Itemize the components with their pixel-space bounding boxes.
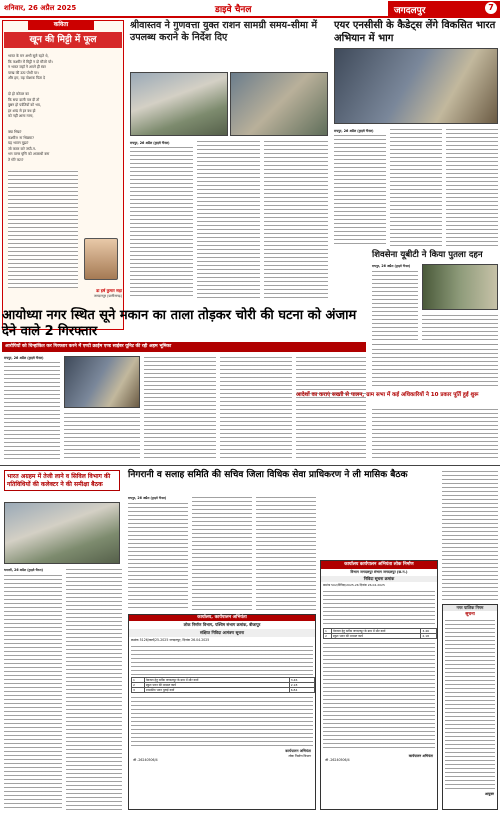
top-story-headline: श्रीवास्तव ने गुणवत्ता युक्त राशन सामग्री समय-सीमा में उपलब्ध कराने के निर्देश दिए — [130, 20, 318, 43]
nigrani-story-col-2 — [192, 496, 252, 610]
header-city: जगदलपुर — [394, 6, 426, 16]
shiv-story-byline: रायपुर, 26 अप्रैल (ट्राइवे चैनल) — [372, 264, 411, 268]
campaign-story-col-1 — [4, 574, 62, 810]
shiv-story-headline: शिवसेना यूबीटी ने किया पुतला दहन — [372, 250, 483, 260]
poem-stanza-2: दो हो कोपल का कि सपा दाली पार दी तो वुष्ठन हो पर्वतियों को भय, हर शब्द से हर वध हो को नहीं आना गाना, — [8, 92, 41, 118]
top-story-col-1 — [130, 146, 193, 298]
main-story-subhead: आरोपियों को चिन्हांकित कर गिरफ्तार करने में एण्टी क्राईम एण्ड साईबर यूनिट की रही अहम भूमिका — [2, 342, 366, 352]
main-story-headline: आयोध्या नगर स्थित सूने मकान का ताला तोड़कर चोरी की घटना को अंजाम देने वाले 2 गिरफ्तार — [2, 308, 357, 339]
left-notice-signature: कार्यपालन अभियंता — [285, 749, 311, 753]
right-notice-sub: विभाग जगदलपुर संभाग जगदलपुर (छ.ग.) — [350, 570, 408, 574]
page-number: 7 — [485, 2, 497, 14]
main-story-col-5 — [296, 356, 366, 461]
far-right-column-text — [442, 470, 498, 600]
campaign-story-col-2 — [66, 568, 122, 810]
shiv-story-col-1 — [372, 270, 418, 340]
nigrani-story-col-3 — [256, 496, 316, 610]
section-separator — [0, 465, 500, 466]
top-story-photo-2 — [230, 72, 328, 136]
poem-tag: कविता — [28, 20, 94, 30]
left-notice-sub: लोक निर्माण विभाग, पश्चिम संभाग क्रमांक, बीजापुर — [183, 622, 261, 627]
right-notice-title: निविदा सूचना क्रमांक — [321, 576, 437, 582]
bottom-right-notice — [442, 604, 498, 810]
main-story-col-1 — [4, 361, 60, 461]
main-story-col-3 — [144, 356, 216, 461]
header-city-band — [388, 1, 500, 17]
divider — [372, 344, 498, 345]
nigrani-story-byline: रायपुर, 26 अप्रैल (ट्राइवे चैनल) — [128, 496, 167, 500]
left-notice-table — [131, 677, 315, 693]
main-story-photo — [64, 356, 140, 408]
officers-story-top-text — [372, 348, 498, 388]
right-story-headline: एयर एनसीसी के कैडेट्स लेंगे विकसित भारत अभियान में भाग — [334, 20, 496, 44]
right-notice-no: क्रमांक 502/निविदा/2025-26 दिनांक 26.04.2025 — [323, 583, 385, 587]
right-notice-table — [323, 628, 437, 639]
poem-stanza-1: भारत के मन अभी सुरो रहते थे, कि कश्मीर में मिट्टी न दो मौजो परे। न भारत जहाँ ने अपने ही स्वर परख की उठा पोथी पर। और हम, यह पोशाक पिता दे — [8, 54, 53, 80]
right-tender-notice — [320, 560, 438, 810]
campaign-story-byline: धमतरी, 26 अप्रैल (ट्राइवे चैनल) — [4, 568, 43, 572]
table-row: 1 पेयजल हेतु ब्लॉक जगदलपुर के ग्राम में सौर कार्य 3.46 — [132, 678, 315, 683]
right-story-col-2 — [390, 128, 442, 246]
left-notice-signature-sub: लोक निर्माण विभाग — [288, 754, 311, 758]
left-notice-phone: जी -26240506/4 — [133, 758, 158, 762]
table-row: 1 पेयजल हेतु ब्लॉक जगदलपुर के ग्राम में सौर कार्य 3.46 — [324, 629, 437, 634]
left-notice-text — [131, 645, 313, 675]
shiv-story-photo — [422, 264, 498, 310]
table-row: 3 शासकीय भवन पुताई कार्य 6.84 — [132, 688, 315, 693]
right-notice-phone: जी -26240506/4 — [325, 758, 350, 762]
header-paper-name: डाइवे चैनल — [215, 5, 252, 15]
left-notice-conditions — [131, 696, 313, 746]
main-story-byline: रायपुर, 26 अप्रैल (ट्राइवे चैनल) — [4, 356, 44, 360]
right-notice-signature: कार्यपालन अभियंता — [408, 754, 433, 758]
left-notice-no: क्रमांक 5126/कार्य/25-2025 जगदलपुर, दिनांक 26.04.2025 — [131, 638, 210, 642]
campaign-story-headline: भारत अग्रहम में तेजी लाने व सिविल विभाग की गतिविधियों की कलेक्टर ने की समीक्षा बैठक — [4, 470, 120, 491]
poem-author: डा हर्ष कुमार सहा — [96, 288, 122, 293]
right-notice-conditions — [323, 642, 435, 750]
right-story-byline: रायपुर, 26 अप्रैल (ट्राइवे चैनल) — [334, 129, 374, 133]
left-notice-title: संक्षिप्त निविदा आमंत्रण सूचना — [129, 629, 315, 637]
top-story-col-2 — [197, 140, 260, 298]
bottom-right-notice-sign: आयुक्त — [484, 792, 494, 796]
bottom-right-notice-text — [445, 619, 495, 789]
shiv-story-col-2 — [422, 314, 498, 340]
poem-more-lines — [8, 170, 78, 288]
table-row: 2 स्कूल भवन की मरम्मत कार्य 2.18 — [132, 683, 315, 688]
author-photo — [84, 238, 118, 280]
right-story-col-1 — [334, 134, 386, 246]
left-tender-notice — [128, 614, 316, 810]
right-story-photo — [334, 48, 498, 124]
right-notice-dept: कार्यालय कार्यपालन अभियंता लोक निर्माण — [321, 561, 437, 569]
table-row: 2 स्कूल भवन की मरम्मत कार्य 2.18 — [324, 634, 437, 639]
left-notice-dept: कार्यालय, कार्यपालन अभियंता — [129, 615, 315, 621]
poem-title: खून की मिट्टी में फूल — [4, 32, 122, 48]
nigrani-story-headline: निगरानी व सलाह समिति की सचिव जिला विधिक सेवा प्राधिकरण ने ली मासिक बैठक — [128, 470, 408, 480]
right-notice-text — [323, 590, 435, 626]
bottom-right-notice-title: सूचना — [465, 612, 475, 617]
officers-story-body — [372, 408, 498, 461]
nigrani-story-col-1 — [128, 502, 188, 610]
top-story-col-3 — [264, 140, 328, 298]
poem-stanza-3: क्या भिन्न? कश्मीर! ना भिन्नमा? यह भावन मुझ? जो करार करे जपी-न- भग वानर घृणि को अपराधी बना ते गोरे कत? — [8, 130, 50, 162]
main-story-col-4 — [220, 356, 292, 461]
top-story-photo-1 — [130, 72, 228, 136]
header-date: शनिवार, 26 अप्रैल 2025 — [4, 4, 77, 12]
poem-author-place: जगदलपुर (छत्तीसगढ़) — [93, 294, 122, 298]
officers-story-headline: आदेशों का कराएं सख्ती से पालन, ग्राम सभा में कई अधिकारियों ने 10 प्रकार पूर्ति हुई शुरू — [296, 392, 479, 398]
right-story-col-3 — [446, 128, 498, 246]
main-story-col-2 — [64, 412, 140, 461]
masthead — [0, 0, 500, 18]
top-story-byline: रायपुर, 26 अप्रैल (ट्राइवे चैनल) — [130, 141, 170, 145]
campaign-story-photo — [4, 502, 120, 564]
bottom-right-notice-dept: नगर पालिक निगम — [443, 605, 497, 611]
